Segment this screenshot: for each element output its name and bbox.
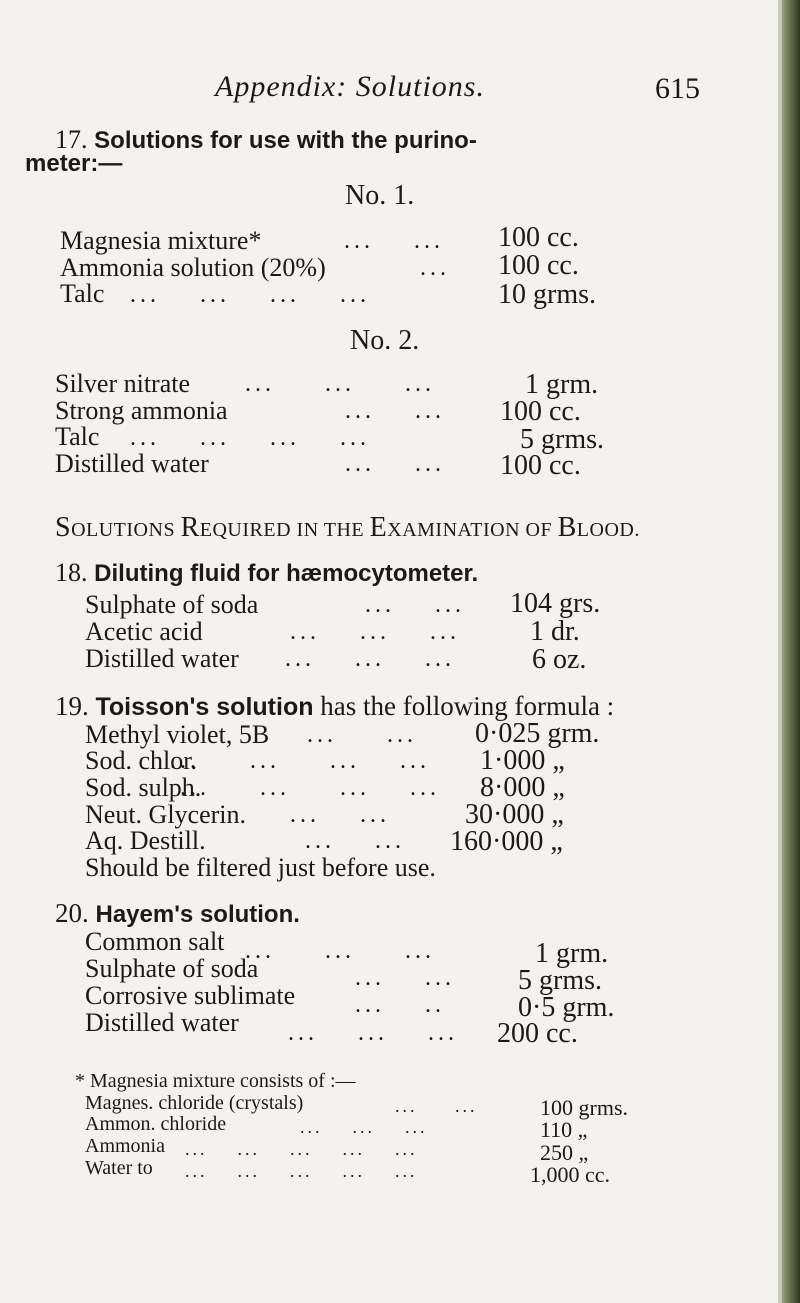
ingredient-name: Sulphate of soda [85,954,259,983]
section-title: Solutions for use with the purino- [94,127,477,154]
footnote-intro: * Magnesia mixture consists of :— [75,1070,356,1092]
section-18-heading [55,558,478,588]
page-edge [782,0,800,1303]
ingredient-amount: 100 cc. [500,396,581,427]
running-header: Appendix: Solutions. [215,70,485,103]
ingredient-name: Sod. sulph. [85,773,202,802]
section-title: Diluting fluid for hæmocytometer. [94,560,479,587]
section-number: 20. [55,898,89,928]
leader-dots: ... ... ... [245,938,435,964]
footnote-item-amount: 250 „ [540,1140,589,1165]
leader-dots: ... ... [344,228,444,254]
ingredient-name: Methyl violet, 5B [85,720,270,749]
leader-dots: ... ... ... ... ... [185,1139,418,1159]
footnote-item-amount: 100 grms. [540,1095,628,1120]
section-17-heading-cont: meter:— [25,150,123,177]
ingredient-name: Silver nitrate [55,369,191,398]
section-number: 19. [55,691,89,721]
ingredient-amount: 6 oz. [532,644,587,675]
heading-word: LOOD. [576,519,640,541]
leader-dots: ... ... ... [245,371,435,397]
leader-dots: ... ... ... [288,1020,458,1046]
section-title: Hayem's solution. [95,901,300,928]
leader-dots: ... ... ... ... [130,425,370,451]
section-19-note: Should be filtered just before use. [85,853,436,882]
leader-dots: ... ... ... [290,619,460,645]
leader-dots: ... ... [307,722,417,748]
ingredient-amount: 200 cc. [497,1018,578,1049]
heading-word: XAMINATION OF [387,519,558,541]
leader-dots: ... ... ... ... ... [185,1161,418,1181]
heading-word: OLUTIONS [71,519,181,541]
page-number: 615 [655,72,700,105]
section-number: 17. [55,125,88,154]
subheading-no1: No. 1. [345,180,415,211]
ingredient-name: Talc [60,279,105,308]
ingredient-amount: 0·5 grm. [518,992,615,1023]
heading-initial: R [180,512,200,543]
ingredient-amount: 104 grs. [510,588,601,619]
ingredient-amount: 10 grms. [498,279,596,310]
ingredient-name: Talc [55,422,100,451]
ingredient-amount: 100 cc. [498,250,579,281]
leader-dots: ... ... [365,592,465,618]
leader-dots: ... ... ... ... [170,748,430,774]
ingredient-amount: 0·025 grm. [475,718,600,749]
leader-dots: ... [420,255,450,281]
leader-dots: ... ... ... [300,1117,428,1137]
ingredient-amount: 5 grms. [518,965,602,996]
heading-initial: S [55,512,72,543]
footnote-item-amount: 110 „ [540,1117,588,1142]
ingredient-name: Distilled water [55,449,209,478]
footnote-item-name: Water to [85,1157,153,1179]
heading-initial: B [557,512,577,543]
ingredient-amount: 30·000 „ [465,799,564,830]
leader-dots: ... ... [345,451,445,477]
subheading-no2: No. 2. [350,325,420,356]
footnote-item-name: Magnes. chloride (crystals) [85,1092,304,1114]
leader-dots: ... ... [305,828,405,854]
leader-dots: ... ... ... [285,646,455,672]
ingredient-name: Sod. chlor. [85,746,197,775]
leader-dots: ... ... [290,802,390,828]
leader-dots: ... ... [345,398,445,424]
section-title: Toisson's solution [95,693,314,721]
section-20-heading [55,898,300,929]
ingredient-name: Aq. Destill. [85,826,206,855]
ingredient-name: Sulphate of soda [85,590,259,619]
ingredient-name: Strong ammonia [55,396,228,425]
ingredient-amount: 5 grms. [520,424,604,455]
footnote-item-amount: 1,000 cc. [530,1162,611,1187]
leader-dots: ... ... ... ... [180,775,440,801]
ingredient-amount: 160·000 „ [450,826,563,857]
ingredient-name: Acetic acid [85,617,203,646]
leader-dots: ... ... ... ... [130,282,370,308]
ingredient-amount: 100 cc. [498,222,579,253]
ingredient-amount: 8·000 „ [480,772,565,803]
ingredient-amount: 1 dr. [530,616,580,647]
ingredient-amount: 1 grm. [535,938,609,969]
heading-initial: E [369,512,388,543]
ingredient-amount: 1·000 „ [480,745,565,776]
footnote-item-name: Ammonia [85,1135,165,1157]
leader-dots: ... ... [395,1096,478,1116]
blood-section-heading [55,512,640,544]
leader-dots: ... ... [355,965,455,991]
ingredient-name: Corrosive sublimate [85,981,296,1010]
ingredient-name: Distilled water [85,644,239,673]
ingredient-name: Common salt [85,927,225,956]
ingredient-name: Ammonia solution (20%) [60,253,326,282]
ingredient-amount: 1 grm. [525,369,599,400]
ingredient-name: Magnesia mixture* [60,226,262,255]
section-number: 18. [55,558,88,587]
ingredient-amount: 100 cc. [500,450,581,481]
footnote-item-name: Ammon. chloride [85,1113,227,1135]
section-title-rest: has the following formula : [313,691,615,721]
heading-word: EQUIRED IN THE [199,519,370,541]
ingredient-name: Distilled water [85,1008,239,1037]
ingredient-name: Neut. Glycerin. [85,800,247,829]
leader-dots: ... .. [355,992,445,1018]
